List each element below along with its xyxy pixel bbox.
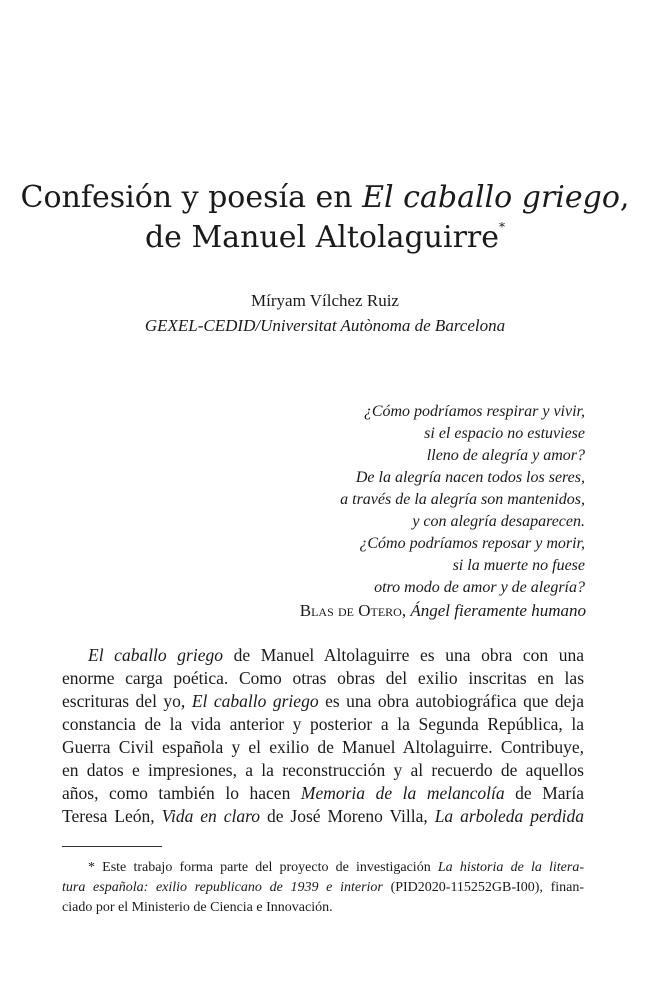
epigraph-verse: a través de la alegría son mantenidos, xyxy=(340,491,585,508)
epigraph-source-author: Blas de Otero xyxy=(299,601,402,620)
body-line xyxy=(62,805,584,828)
epigraph-verse: si el espacio no estuviese xyxy=(424,425,585,442)
footnote xyxy=(62,858,584,918)
epigraph-verse: si la muerte no fuese xyxy=(452,557,585,574)
footnote-text: (PID2020-115252GB-I00), finan- xyxy=(382,880,584,895)
body-text: es una obra autobiográfica que deja xyxy=(318,691,585,711)
title-comma: , xyxy=(619,180,630,215)
body-text: de Manuel Altolaguirre es una obra con una xyxy=(222,645,584,665)
epigraph xyxy=(250,401,585,599)
footnote-marker[interactable]: * xyxy=(499,220,506,234)
title-italic-work: El caballo griego xyxy=(362,180,620,215)
body-paragraph xyxy=(62,644,584,828)
body-text: de María xyxy=(504,783,584,803)
epigraph-verse: otro modo de amor y de alegría? xyxy=(374,579,585,596)
body-text: escrituras del yo, xyxy=(62,691,192,711)
footnote-line xyxy=(62,878,584,898)
epigraph-verse: ¿Cómo podríamos respirar y vivir, xyxy=(363,403,585,420)
body-text: años, como también lo hacen xyxy=(62,783,301,803)
footnote-line xyxy=(62,858,584,878)
project-title: tura española: exilio republicano de 1939 e interior xyxy=(62,880,383,895)
work-title: La arboleda perdida xyxy=(434,806,585,826)
body-line: en datos e impresiones, a la reconstrucción y al recuerdo de aquellos xyxy=(62,760,584,780)
title-roman-text: Confesión y poesía en xyxy=(20,180,363,215)
body-line xyxy=(62,782,584,805)
body-line: constancia de la vida anterior y posterior a la Segunda República, la xyxy=(62,714,584,734)
author-affiliation: GEXEL-CEDID/Universitat Autònoma de Barcelona xyxy=(144,316,506,335)
article-title-line-1 xyxy=(0,178,650,218)
article-title-line-2 xyxy=(0,218,650,258)
work-title: Memoria de la melancolía xyxy=(300,783,505,803)
epigraph-verse: De la alegría nacen todos los seres, xyxy=(355,469,585,486)
footnote-text: * Este trabajo forma parte del proyecto de investigación xyxy=(88,860,438,875)
epigraph-source-separator: , xyxy=(401,601,411,620)
footnote-rule xyxy=(62,846,162,847)
epigraph-verse: lleno de alegría y amor? xyxy=(426,447,585,464)
epigraph-verse: y con alegría desaparecen. xyxy=(412,513,585,530)
body-line: Guerra Civil española y el exilio de Manuel Altolaguirre. Contribuye, xyxy=(62,737,584,757)
work-title: Vida en claro xyxy=(161,806,261,826)
title-author-text: de Manuel Altolaguirre xyxy=(144,220,500,255)
body-text: Teresa León, xyxy=(62,806,162,826)
footnote-line: ciado por el Ministerio de Ciencia e Innovación. xyxy=(62,900,333,915)
work-title: El caballo griego xyxy=(191,691,319,711)
epigraph-source-work: Ángel fieramente humano xyxy=(410,601,586,620)
body-line xyxy=(62,690,584,713)
work-title: El caballo griego xyxy=(88,645,223,665)
body-text: de José Moreno Villa, xyxy=(260,806,435,826)
body-line xyxy=(62,644,584,667)
epigraph-source xyxy=(250,600,586,622)
epigraph-verse: ¿Cómo podríamos reposar y morir, xyxy=(359,535,585,552)
body-line: enorme carga poética. Como otras obras del exilio inscritas en las xyxy=(62,668,584,688)
project-title: La historia de la litera- xyxy=(437,860,585,875)
author-name: Míryam Vílchez Ruiz xyxy=(251,291,399,310)
